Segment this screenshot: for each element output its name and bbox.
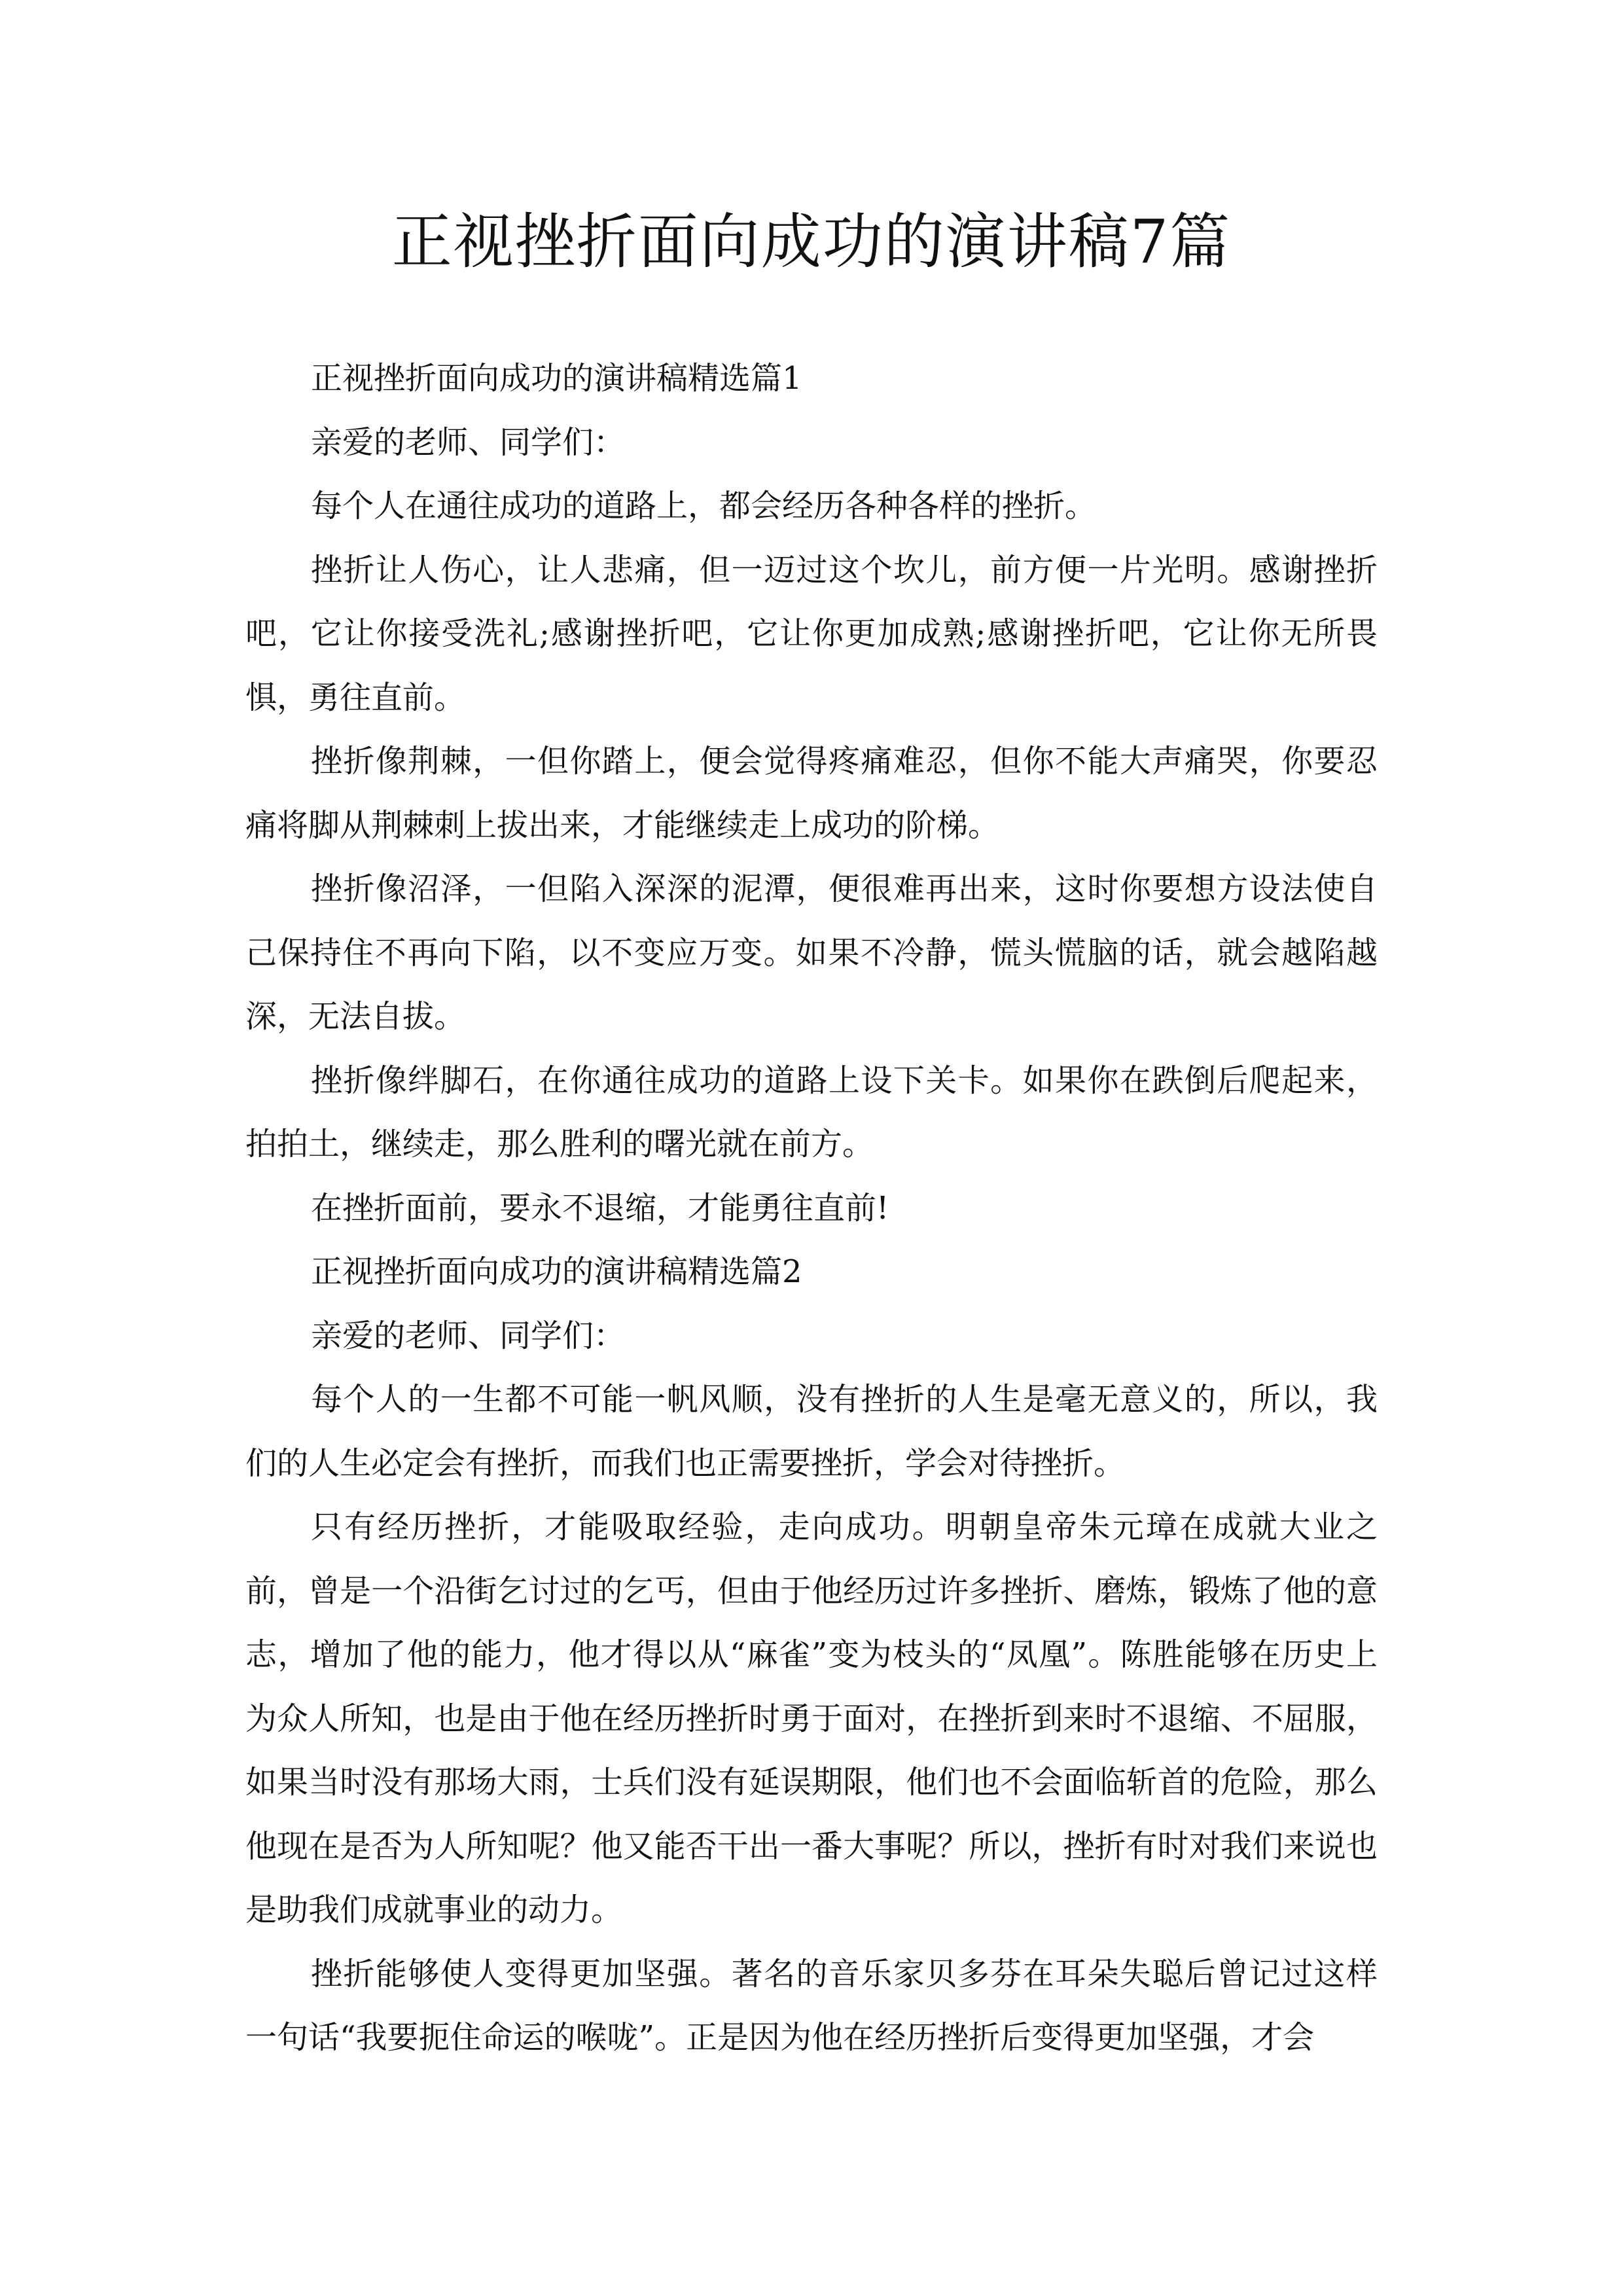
paragraph: 只有经历挫折，才能吸取经验，走向成功。明朝皇帝朱元璋在成就大业之前，曾是一个沿街乞讨过的乞丐，但由于他经历过许多挫折、磨炼，锻炼了他的意志，增加了他的能力，他才得以从“麻雀”变为枝头的“凤凰”。陈胜能够在历史上为众人所知，也是由于他在经历挫折时勇于面对，在挫折到来时不退缩、不屈服，如果当时没有那场大雨，士兵们没有延误期限，他们也不会面临斩首的危险，那么他现在是否为人所知呢？他又能否干出一番大事呢？所以，挫折有时对我们来说也是助我们成就事业的动力。	[245, 1509, 1378, 1928]
salutation: 亲爱的老师、同学们：	[311, 423, 626, 461]
document-body	[245, 347, 1378, 2070]
paragraph: 每个人的一生都不可能一帆风顺，没有挫折的人生是毫无意义的，所以，我们的人生必定会有挫折，而我们也正需要挫折，学会对待挫折。	[245, 1381, 1378, 1482]
paragraph: 挫折像荆棘，一但你踏上，便会觉得疼痛难忍，但你不能大声痛哭，你要忍痛将脚从荆棘刺上拔出来，才能继续走上成功的阶梯。	[245, 743, 1378, 844]
section-heading: 正视挫折面向成功的演讲稿精选篇2	[311, 1253, 802, 1290]
paragraph: 挫折像沼泽，一但陷入深深的泥潭，便很难再出来，这时你要想方设法使自己保持住不再向下陷，以不变应万变。如果不冷静，慌头慌脑的话，就会越陷越深，无法自拔。	[245, 870, 1378, 1035]
paragraph: 每个人在通往成功的道路上，都会经历各种各样的挫折。	[311, 488, 1097, 524]
section-heading: 正视挫折面向成功的演讲稿精选篇1	[311, 360, 802, 397]
paragraph: 挫折能够使人变得更加坚强。著名的音乐家贝多芬在耳朵失聪后曾记过这样一句话“我要扼住命运的喉咙”。正是因为他在经历挫折后变得更加坚强，才会	[245, 1955, 1378, 2056]
salutation: 亲爱的老师、同学们：	[311, 1317, 626, 1354]
document-title: 正视挫折面向成功的演讲稿7篇	[391, 207, 1232, 277]
paragraph: 挫折像绊脚石，在你通往成功的道路上设下关卡。如果你在跌倒后爬起来，拍拍土，继续走，那么胜利的曙光就在前方。	[245, 1062, 1378, 1162]
paragraph: 在挫折面前，要永不退缩，才能勇往直前!	[311, 1189, 889, 1227]
paragraph: 挫折让人伤心，让人悲痛，但一迈过这个坎儿，前方便一片光明。感谢挫折吧，它让你接受洗礼;感谢挫折吧，它让你更加成熟;感谢挫折吧，它让你无所畏惧，勇往直前。	[245, 551, 1378, 716]
